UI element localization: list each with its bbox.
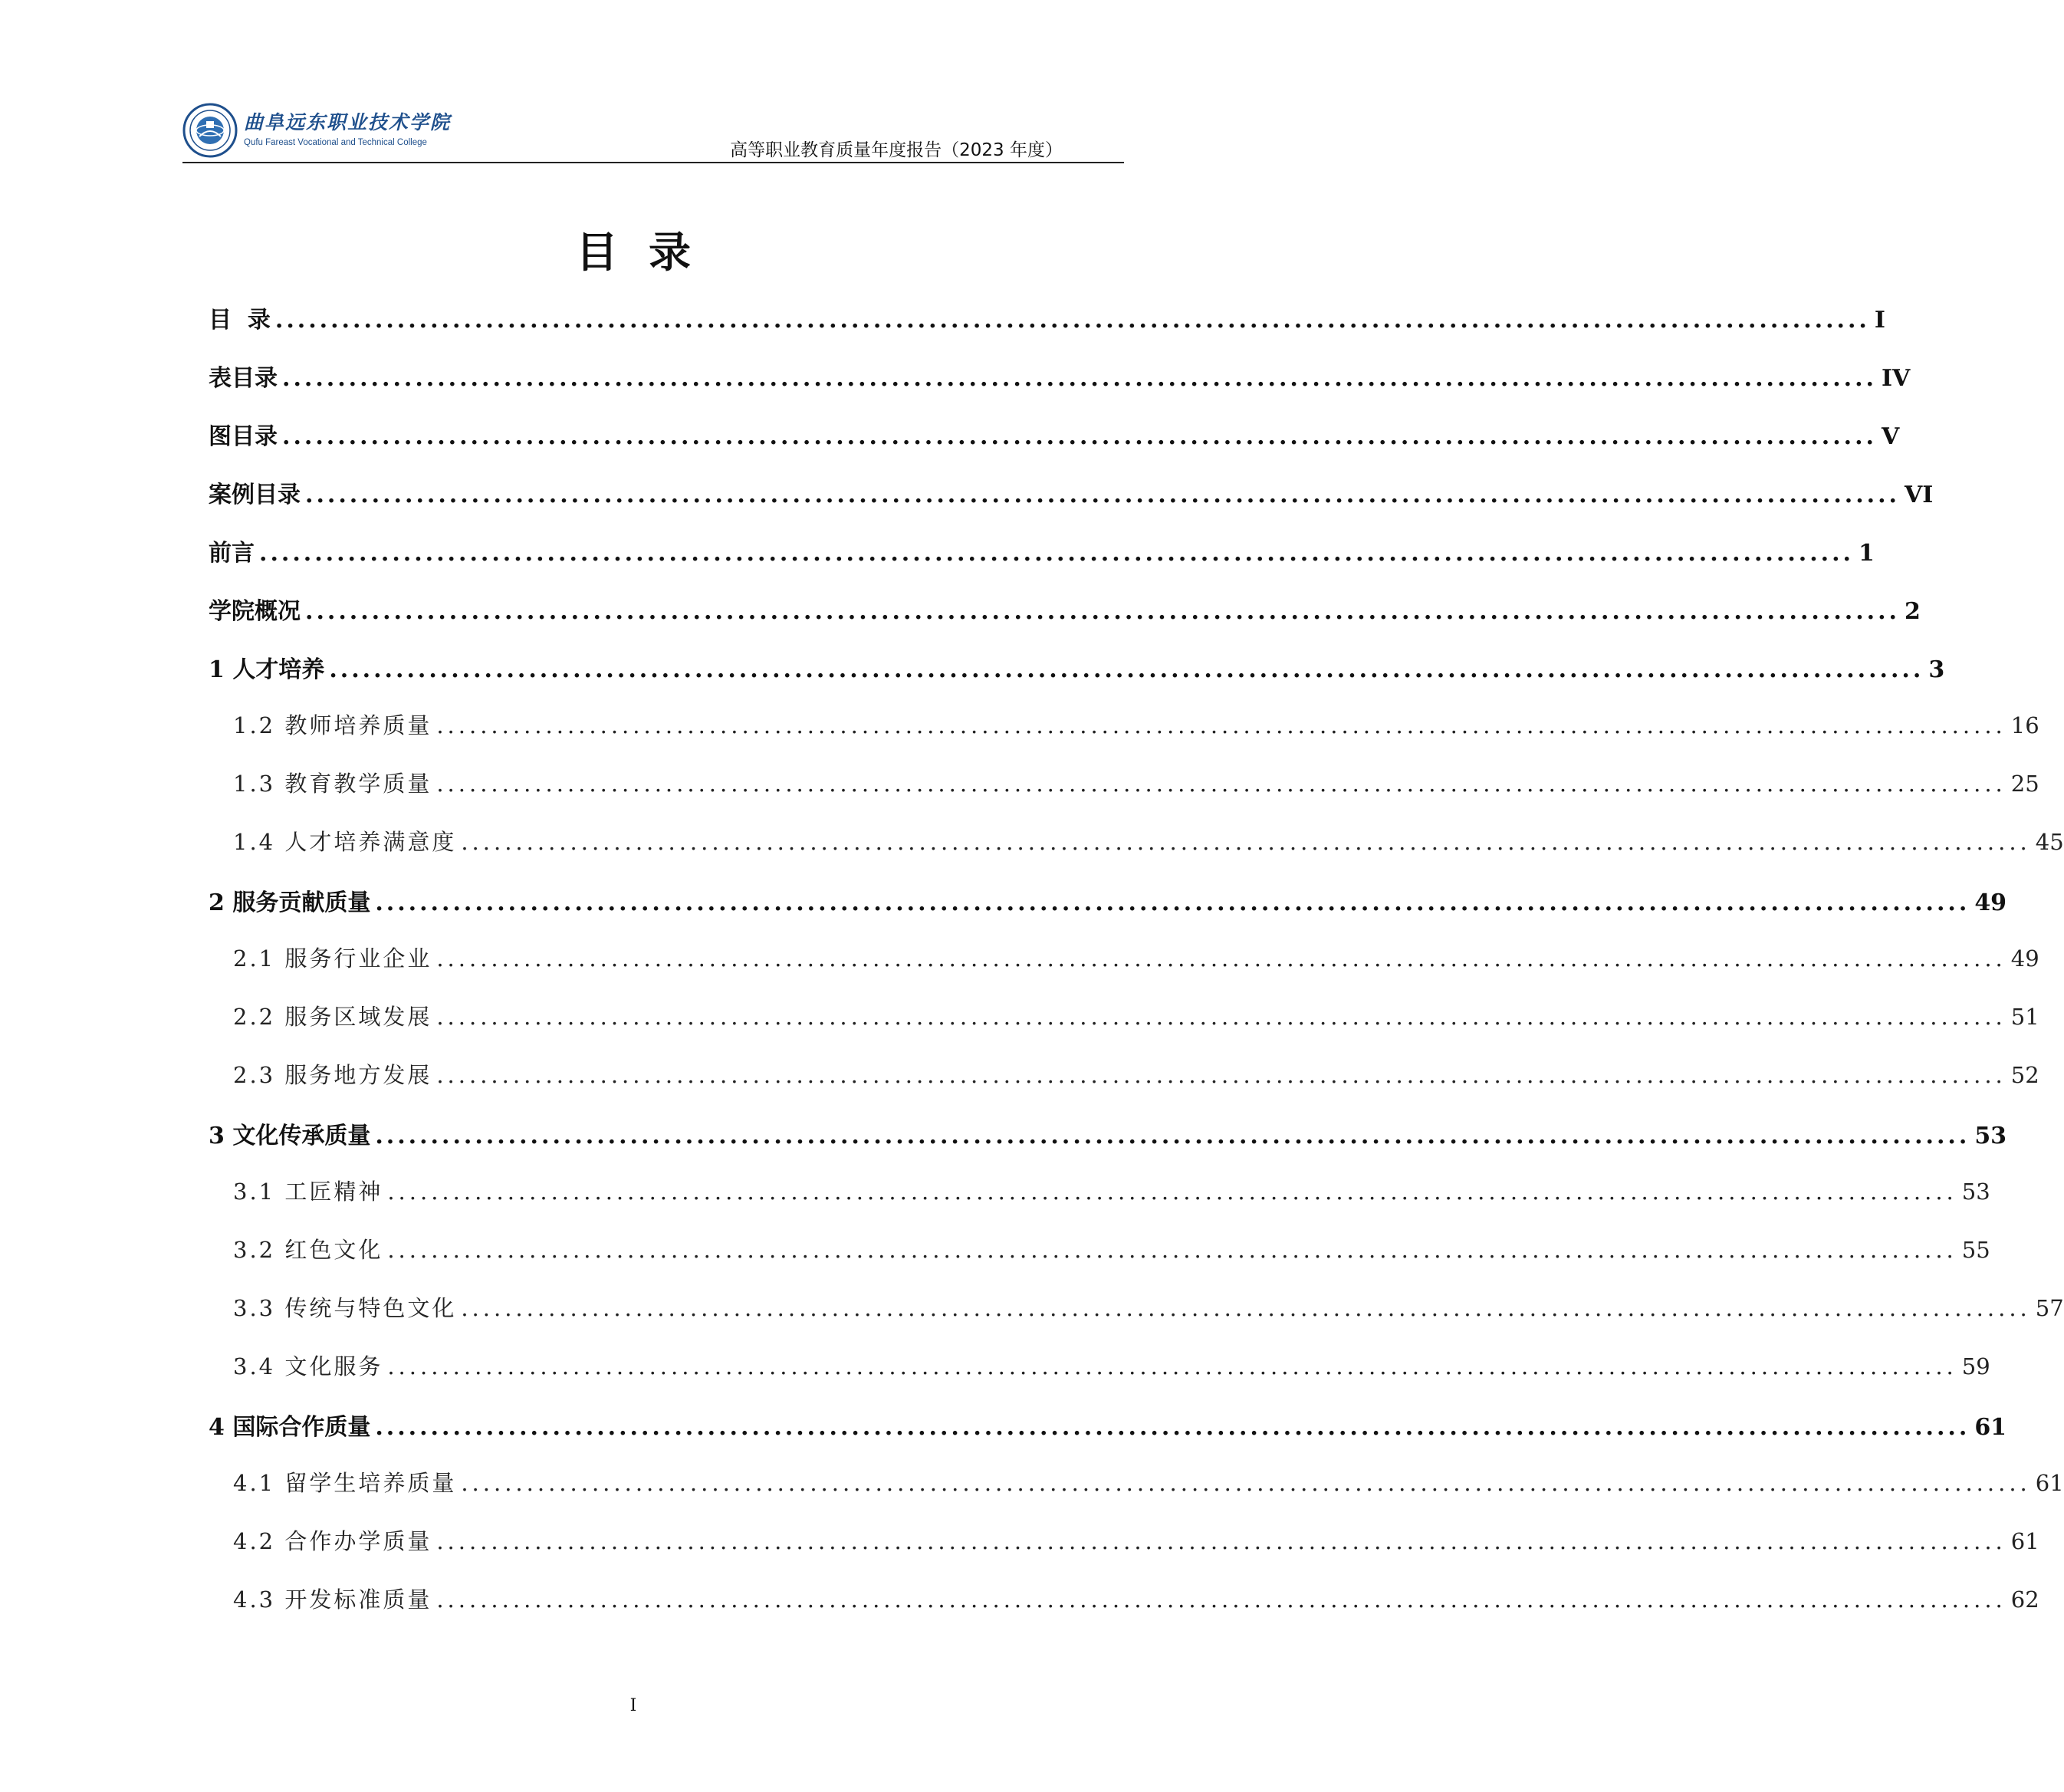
toc-entry[interactable] <box>209 883 2007 916</box>
toc-leader-dots: ................................................................................................................................................ <box>282 365 1877 392</box>
toc-leader-dots: ................................................................................................................................................ <box>436 1586 2006 1613</box>
toc-entry-page: 1 <box>1858 540 1875 567</box>
toc-entry-label: 4.2 合作办学质量 <box>233 1528 432 1554</box>
report-title: 高等职业教育质量年度报告（2023 年度） <box>730 140 1063 160</box>
toc-entry-label: 1.3 教育教学质量 <box>233 771 432 797</box>
page-header <box>182 100 1124 163</box>
toc-entry[interactable] <box>209 592 1921 625</box>
toc-subentry[interactable] <box>233 1350 1990 1382</box>
toc-entry[interactable] <box>209 417 1900 450</box>
toc-entry-label: 2.3 服务地方发展 <box>233 1062 432 1088</box>
toc-entry-page: 61 <box>1974 1414 2007 1441</box>
toc-subentry[interactable] <box>233 767 2039 799</box>
toc-entry-page: I <box>1874 307 1885 334</box>
toc-entry-label: 图目录 <box>209 423 278 450</box>
toc-entry-label: 学院概况 <box>209 598 301 625</box>
toc-leader-dots: ................................................................................................................................................ <box>436 1062 2006 1088</box>
toc-entry-page: 53 <box>1974 1123 2007 1149</box>
toc-entry-page: 59 <box>1961 1353 1990 1379</box>
toc-subentry[interactable] <box>233 1466 2064 1498</box>
toc-subentry[interactable] <box>233 1291 2064 1323</box>
toc-entry-label: 表目录 <box>209 365 278 392</box>
toc-entry-page: 45 <box>2035 829 2064 855</box>
toc-subentry[interactable] <box>233 1233 1990 1265</box>
toc-entry-page: 51 <box>2010 1004 2039 1030</box>
toc-entry-page: 57 <box>2035 1295 2064 1321</box>
header-divider <box>182 162 1124 163</box>
toc-entry-label: 3.1 工匠精神 <box>233 1179 383 1205</box>
toc-leader-dots: ................................................................................................................................................ <box>305 482 1900 508</box>
toc-entry-page: 3 <box>1928 656 1945 683</box>
toc-subentry[interactable] <box>233 709 2039 741</box>
toc-entry-label: 2.2 服务区域发展 <box>233 1004 432 1030</box>
toc-entry-page: 61 <box>2010 1528 2039 1554</box>
toc-entry-label: 4 国际合作质量 <box>209 1414 371 1441</box>
toc-leader-dots: ................................................................................................................................................ <box>387 1179 1957 1205</box>
toc-entry-label: 2.1 服务行业企业 <box>233 945 432 972</box>
toc-leader-dots: ................................................................................................................................................ <box>282 423 1877 450</box>
toc-leader-dots: ................................................................................................................................................ <box>436 771 2006 797</box>
page-number: I <box>629 1696 637 1715</box>
toc-entry-page: 61 <box>2035 1470 2064 1496</box>
toc-entry-label: 1.2 教师培养质量 <box>233 712 432 738</box>
toc-leader-dots: ................................................................................................................................................ <box>436 712 2006 738</box>
toc-entry-label: 1.4 人才培养满意度 <box>233 829 457 855</box>
toc-entry-page: IV <box>1881 365 1911 392</box>
toc-subentry[interactable] <box>233 825 2064 857</box>
toc-entry[interactable] <box>209 301 1885 334</box>
toc-subentry[interactable] <box>233 1058 2039 1090</box>
toc-leader-dots: ................................................................................................................................................ <box>461 1470 2031 1496</box>
toc-leader-dots: ................................................................................................................................................ <box>387 1237 1957 1263</box>
toc-subentry[interactable] <box>233 942 2039 974</box>
toc-leader-dots: ................................................................................................................................................ <box>375 1123 1970 1149</box>
toc-subentry[interactable] <box>233 1175 1990 1207</box>
toc-entry-label: 4.1 留学生培养质量 <box>233 1470 457 1496</box>
toc-entry-page: 52 <box>2010 1062 2039 1088</box>
toc-subentry[interactable] <box>233 1524 2039 1557</box>
toc-leader-dots: ................................................................................................................................................ <box>461 1295 2031 1321</box>
toc-entry-label: 3 文化传承质量 <box>209 1123 371 1149</box>
toc-entry-page: 16 <box>2010 712 2039 738</box>
toc-leader-dots: ................................................................................................................................................ <box>436 1004 2006 1030</box>
toc-leader-dots: ................................................................................................................................................ <box>436 1528 2006 1554</box>
toc-leader-dots: ................................................................................................................................................ <box>387 1353 1957 1379</box>
toc-entry-page: 55 <box>1961 1237 1990 1263</box>
toc-entry-page: 49 <box>2010 945 2039 972</box>
toc-subentry[interactable] <box>233 1000 2039 1032</box>
toc-entry-label: 4.3 开发标准质量 <box>233 1586 432 1613</box>
toc-entry[interactable] <box>209 359 1911 392</box>
toc-heading: 目录 <box>575 228 721 277</box>
toc-entry-label: 目 录 <box>209 307 271 334</box>
toc-entry-label: 3.2 红色文化 <box>233 1237 383 1263</box>
toc-entry-label: 案例目录 <box>209 482 301 508</box>
toc-subentry[interactable] <box>233 1583 2039 1615</box>
college-logo-icon <box>182 103 238 158</box>
toc-entry[interactable] <box>209 534 1875 567</box>
toc-entry-page: 49 <box>1974 889 2007 916</box>
toc-leader-dots: ................................................................................................................................................ <box>436 945 2006 972</box>
college-name-cn: 曲阜远东职业技术学院 <box>244 111 452 133</box>
toc-entry-label: 3.3 传统与特色文化 <box>233 1295 457 1321</box>
toc-entry-label: 2 服务贡献质量 <box>209 889 371 916</box>
toc-leader-dots: ................................................................................................................................................ <box>375 1414 1970 1441</box>
toc-entry[interactable] <box>209 1116 2007 1149</box>
toc-leader-dots: ................................................................................................................................................ <box>461 829 2031 855</box>
toc-entry-page: 62 <box>2010 1586 2039 1613</box>
toc-leader-dots: ................................................................................................................................................ <box>305 598 1900 625</box>
toc-entry[interactable] <box>209 1408 2007 1441</box>
toc-entry[interactable] <box>209 475 1934 508</box>
toc-entry-page: V <box>1881 423 1900 450</box>
toc-entry-page: 25 <box>2010 771 2039 797</box>
toc-entry-label: 3.4 文化服务 <box>233 1353 383 1379</box>
toc-entry-label: 1 人才培养 <box>209 656 325 683</box>
toc-entry[interactable] <box>209 650 1945 683</box>
toc-entry-page: 2 <box>1904 598 1921 625</box>
toc-entry-page: 53 <box>1961 1179 1990 1205</box>
college-name-block <box>244 107 451 147</box>
toc-entry-label: 前言 <box>209 540 255 567</box>
toc-leader-dots: ................................................................................................................................................ <box>329 656 1924 683</box>
college-name-en: Qufu Fareast Vocational and Technical College <box>244 138 427 147</box>
toc-entry-page: VI <box>1904 482 1934 508</box>
toc-leader-dots: ................................................................................................................................................ <box>375 889 1970 916</box>
toc-leader-dots: ................................................................................................................................................ <box>274 307 1870 334</box>
toc-leader-dots: ................................................................................................................................................ <box>259 540 1854 567</box>
